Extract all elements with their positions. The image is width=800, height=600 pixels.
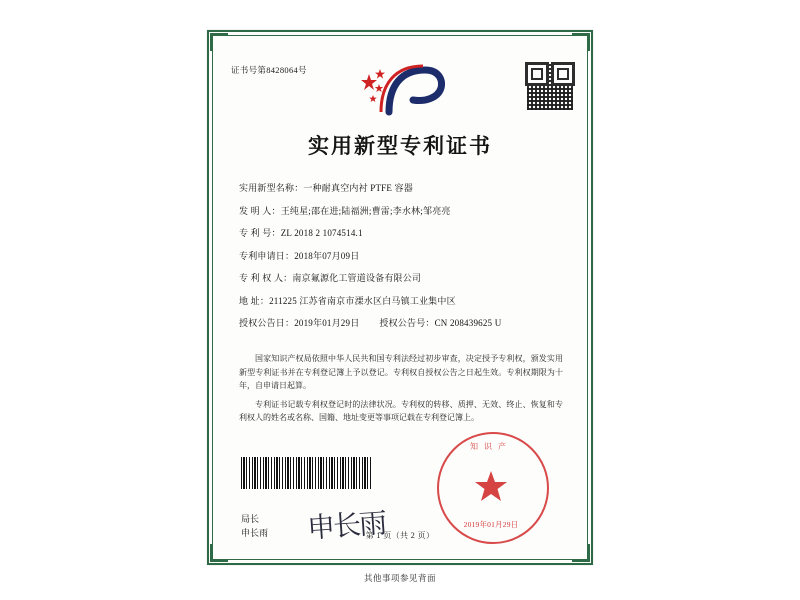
field-label: 专 利 权 人：	[239, 273, 293, 283]
page-title: 实用新型专利证书	[308, 133, 492, 158]
below-sheet-note: 其他事项参见背面	[363, 573, 436, 583]
page-number-footer: 第 1 页（共 2 页）	[365, 531, 435, 540]
director-signature: 申长雨	[306, 506, 387, 545]
certificate-number: 证书号第8428064号	[231, 65, 307, 75]
barcode	[241, 457, 371, 489]
field-value-grant-date: 2019年01月29日	[294, 318, 360, 328]
field-value: ZL 2018 2 1074514.1	[280, 228, 363, 238]
field-value: 211225 江苏省南京市溧水区白马镇工业集中区	[269, 295, 456, 306]
director-title-label: 局长	[241, 514, 260, 524]
field-value-grant-number: CN 208439625 U	[434, 318, 502, 328]
field-row-utility-model-name	[239, 182, 565, 195]
legal-text	[239, 352, 563, 430]
field-row-grant-announcement	[239, 317, 565, 330]
field-label: 发 明 人：	[239, 205, 281, 216]
director-name: 申长雨	[241, 528, 269, 538]
field-label: 地 址：	[239, 295, 270, 306]
qr-code	[527, 64, 573, 110]
field-value: 王纯星;邵在进;陆福洲;曹雷;李水林;邹亮亮	[280, 205, 451, 216]
legal-paragraph-1: 国家知识产权局依照中华人民共和国专利法经过初步审查，决定授予专利权，颁发实用新型专利证书并在专利登记簿上予以登记。专利权自授权公告之日起生效。专利权期限为十年，自申请日起算。	[239, 354, 563, 390]
field-label: 专利申请日：	[239, 250, 295, 261]
field-label: 实用新型名称：	[239, 183, 304, 193]
legal-paragraph-2: 专利证书记载专利权登记时的法律状况。专利权的转移、质押、无效、终止、恢复和专利权人的姓名或名称、国籍、地址变更等事项记载在专利登记簿上。	[239, 399, 563, 422]
field-label-grant-number: 授权公告号：	[379, 318, 435, 328]
field-row-patentee	[239, 272, 565, 285]
field-value: 南京氟源化工管道设备有限公司	[292, 273, 422, 283]
certificate-content	[221, 42, 579, 553]
seal-star-icon	[474, 469, 508, 503]
field-row-inventors	[239, 205, 565, 218]
field-value: 一种耐真空内衬 PTFE 容器	[303, 183, 413, 193]
field-label-grant-date: 授权公告日：	[239, 318, 295, 328]
cnipa-logo-icon	[355, 64, 445, 116]
field-label: 专 利 号：	[239, 228, 281, 238]
certificate-sheet	[207, 30, 593, 565]
seal-top-text: 知识产	[470, 442, 512, 451]
official-seal	[437, 432, 545, 540]
seal-date: 2019年01月29日	[463, 520, 519, 529]
field-row-address	[239, 295, 565, 308]
field-row-patent-number	[239, 227, 565, 240]
field-row-application-date	[239, 250, 565, 263]
field-value: 2018年07月09日	[294, 250, 360, 261]
field-list	[239, 182, 565, 340]
